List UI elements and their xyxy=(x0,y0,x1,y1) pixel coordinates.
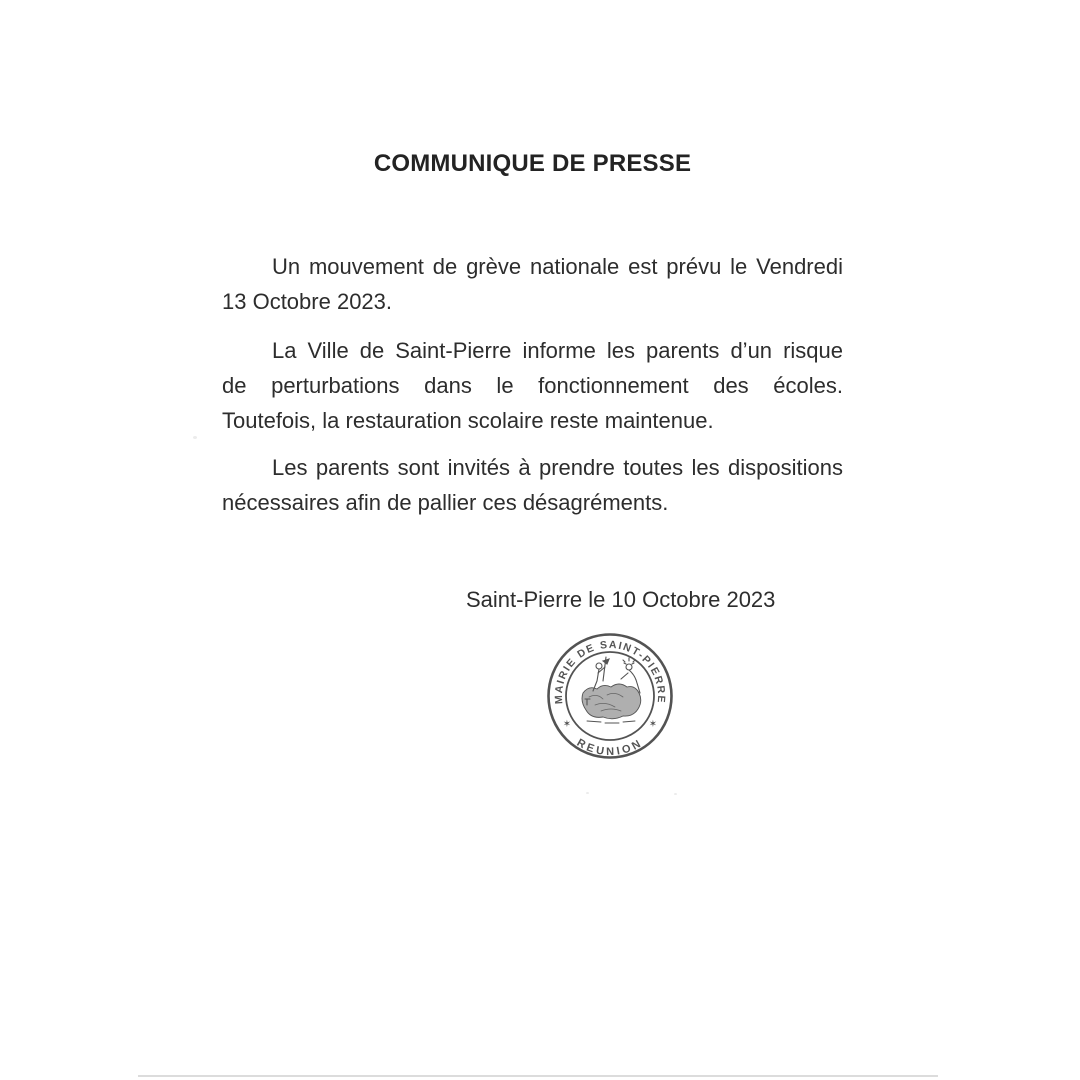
scan-speck xyxy=(674,793,677,795)
stamp-right-star-icon: ✶ xyxy=(648,719,658,730)
scan-edge-line xyxy=(138,1075,938,1077)
scan-speck xyxy=(193,436,197,439)
stamp-top-text: MAIRIE DE SAINT-PIERRE xyxy=(552,638,668,705)
paragraph-1-line-1: Un mouvement de grève nationale est prévu le Vendredi xyxy=(272,254,843,279)
municipal-stamp xyxy=(545,631,675,761)
paragraph-3 xyxy=(222,450,843,520)
stamp-emblem xyxy=(582,657,641,723)
paragraph-2-line-2: de perturbations dans le fonctionnement des écoles. xyxy=(222,373,843,398)
scan-speck xyxy=(586,792,589,794)
paragraph-1 xyxy=(222,249,843,319)
paragraph-3-line-1: Les parents sont invités à prendre toutes les dispositions xyxy=(272,455,843,480)
paragraph-2 xyxy=(222,333,843,438)
paragraph-1-line-2: 13 Octobre 2023. xyxy=(222,289,393,314)
stamp-bottom-text: REUNION xyxy=(574,736,646,759)
document-body xyxy=(222,148,843,617)
paragraph-2-line-3: Toutefois, la restauration scolaire reste maintenue. xyxy=(222,408,714,433)
dateline: Saint-Pierre le 10 Octobre 2023 xyxy=(466,587,776,612)
document-title: COMMUNIQUE DE PRESSE xyxy=(373,150,692,177)
paragraph-2-line-1: La Ville de Saint-Pierre informe les parents d’un risque xyxy=(272,338,843,363)
paragraph-3-line-2: nécessaires afin de pallier ces désagréments. xyxy=(222,490,669,515)
stamp-left-star-icon: ✶ xyxy=(562,719,572,730)
